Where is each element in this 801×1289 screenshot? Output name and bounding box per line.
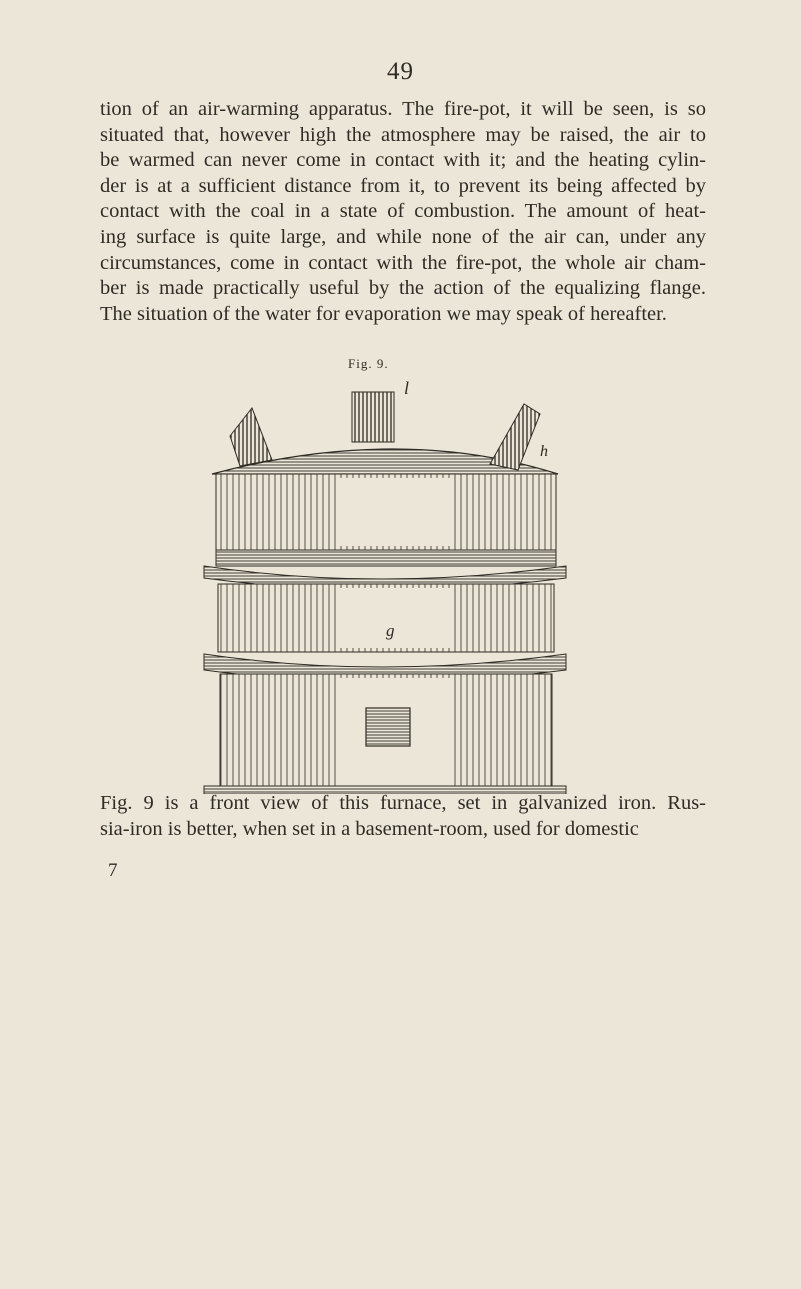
text-line: be warmed can never come in contact with it; and the heating cylin-	[100, 149, 706, 172]
text-line: contact with the coal in a state of combustion. The amount of heat-	[100, 200, 706, 223]
text-line: The situation of the water for evaporation we may speak of hereafter.	[100, 302, 667, 325]
right-pipe	[490, 404, 540, 470]
figure-label: Fig. 9.	[348, 356, 389, 371]
body-paragraph	[100, 97, 706, 327]
text-line: circumstances, come in contact with the fire-pot, the whole air cham-	[100, 251, 706, 274]
figure-letter: g	[386, 621, 395, 640]
smoke-pipe	[352, 392, 394, 442]
text-line: ing surface is quite large, and while none of the air can, under any	[100, 225, 706, 248]
figure-letter: l	[404, 378, 410, 398]
figure-letter: h	[540, 443, 548, 460]
page-number: 49	[387, 58, 414, 85]
text-line: situated that, however high the atmosphere may be raised, the air to	[100, 123, 706, 146]
text-line: Fig. 9 is a front view of this furnace, set in galvanized iron. Rus-	[100, 792, 706, 814]
caption-paragraph	[100, 791, 706, 842]
text-line: der is at a sufficient distance from it, to prevent its being affected by	[100, 174, 706, 197]
text-line: ber is made practically useful by the action of the equalizing flange.	[100, 277, 706, 300]
text-line: tion of an air-warming apparatus. The fire-pot, it will be seen, is so	[100, 98, 706, 120]
signature-mark: 7	[108, 860, 118, 881]
upper-door	[366, 708, 410, 746]
left-pipe	[230, 408, 272, 466]
furnace-illustration	[190, 374, 610, 794]
text-line: sia-iron is better, when set in a basement-room, used for domestic	[100, 817, 639, 840]
